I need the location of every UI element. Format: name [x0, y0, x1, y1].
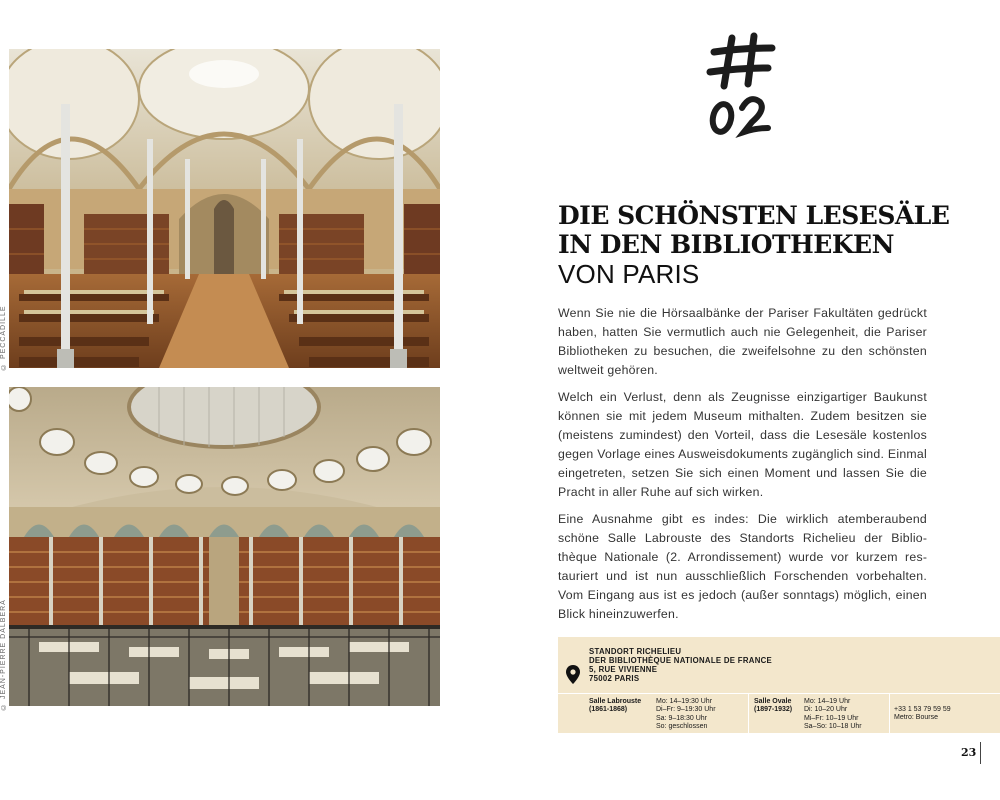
article-title — [558, 201, 978, 289]
chapter-number-lettering — [700, 30, 790, 140]
paragraph: Wenn Sie nie die Hörsaalbänke der Pariser Fakultäten gedrückt haben, hatten Sie vermutlich auch nie Gelegenheit, die Pariser Bibliotheken zu besuchen, die zweifelsohne zu den schönsten weltweit gehören. — [558, 306, 927, 377]
salle-labrouste-photo — [9, 49, 440, 368]
address — [589, 647, 949, 683]
divider — [889, 694, 890, 733]
photo-credit-top: © PECCADILLE — [0, 305, 7, 370]
map-pin-icon — [566, 665, 580, 684]
address-line: STANDORT RICHELIEU — [589, 647, 682, 656]
location-info-box — [558, 637, 1000, 733]
hall-hours: Mo: 14–19 Uhr Di: 10–20 Uhr Mi–Fr: 10–19 Uhr Sa–So: 10–18 Uhr — [804, 698, 862, 730]
paragraph: Eine Ausnahme gibt es indes: Die wirklich atemberaubend schöne Salle Labrouste des Standorts Richelieu der Bibliothèque Nationale (2. Arrondissement) wurde vor kurzem restauriert und ist nun ausschließlich Forschenden vorbehalten. Vom Eingang aus ist es jedoch (außer sonntags) möglich, einen Blick hineinzuwerfen. — [558, 512, 927, 621]
address-line: 75002 PARIS — [589, 674, 640, 683]
address-line: 5, RUE VIVIENNE — [589, 665, 658, 674]
address-section — [558, 637, 1000, 693]
hall-hours: Mo: 14–19:30 Uhr Di–Fr: 9–19:30 Uhr Sa: 9–18:30 Uhr So: geschlossen — [656, 698, 716, 730]
phone-number: +33 1 53 79 59 59 — [894, 706, 951, 713]
title-line-3: VON PARIS — [558, 259, 700, 289]
hall-name: Salle Ovale (1897-1932) — [754, 698, 793, 714]
address-line: DER BIBLIOTHÈQUE NATIONALE DE FRANCE — [589, 656, 773, 665]
title-line-1: DIE SCHÖNSTEN LESESÄLE — [558, 201, 950, 230]
salle-ovale-photo — [9, 387, 440, 706]
hall-name: Salle Labrouste (1861-1868) — [589, 698, 642, 714]
page-number: 23 — [961, 746, 977, 759]
metro-station: Metro: Bourse — [894, 714, 938, 722]
title-line-2: IN DEN BIBLIOTHEKEN — [558, 230, 894, 259]
contact-info — [894, 706, 951, 723]
photo-credit-bottom: © JEAN-PIERRE DALBÉRA — [0, 599, 7, 710]
divider — [748, 694, 749, 733]
article-body — [558, 304, 927, 632]
opening-hours — [558, 694, 1000, 733]
chapter-number — [700, 30, 790, 140]
page-number-rule — [980, 742, 981, 764]
paragraph: Welch ein Verlust, denn als Zeugnisse einzigartiger Baukunst können sie mit jedem Museum mithalten. Zudem besitzen sie (meistens zumindest) den Vorteil, dass die Lesesäle kostenlos gegen Vorlage eines Ausweisdokuments zugänglich sind. Einmal eingetreten, setzen Sie sich einen Moment und lassen Sie die Pracht in aller Ruhe auf sich wirken. — [558, 390, 927, 499]
